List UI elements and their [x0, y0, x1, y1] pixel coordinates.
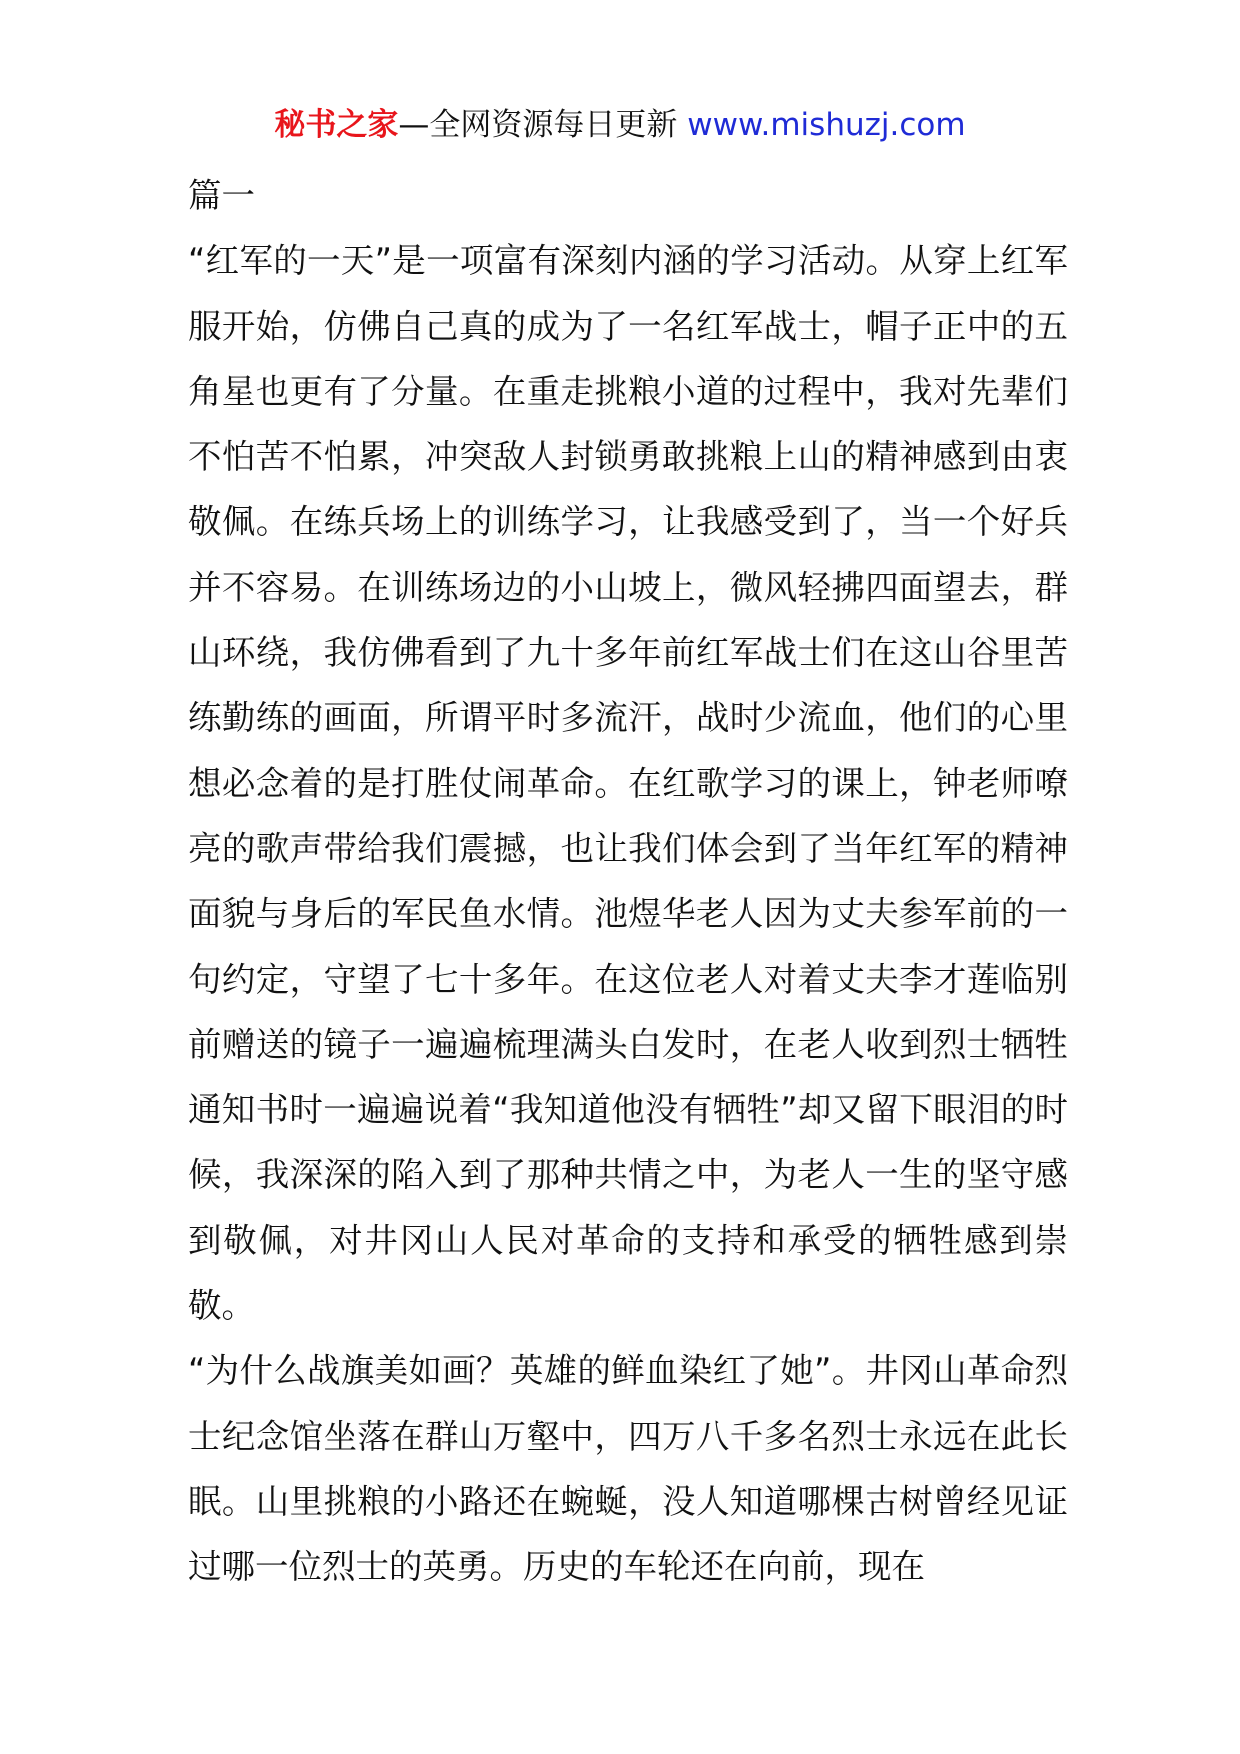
paragraph: “红军的一天”是一项富有深刻内涵的学习活动。从穿上红军服开始，仿佛自己真的成为了一名红军战士，帽子正中的五角星也更有了分量。在重走挑粮小道的过程中，我对先辈们不怕苦不怕累，冲突敌人封锁勇敢挑粮上山的精神感到由衷敬佩。在练兵场上的训练学习，让我感受到了，当一个好兵并不容易。在训练场边的小山坡上，微风轻拂四面望去，群山环绕，我仿佛看到了九十多年前红军战士们在这山谷里苦练勤练的画面，所谓平时多流汗，战时少流血，他们的心里想必念着的是打胜仗闹革命。在红歌学习的课上，钟老师嘹亮的歌声带给我们震撼，也让我们体会到了当年红军的精神面貌与身后的军民鱼水情。池煜华老人因为丈夫参军前的一句约定，守望了七十多年。在这位老人对着丈夫李才莲临别前赠送的镜子一遍遍梳理满头白发时，在老人收到烈士牺牲通知书时一遍遍说着“我知道他没有牺牲”却又留下眼泪的时候，我深深的陷入到了那种共情之中，为老人一生的坚守感到敬佩，对井冈山人民对革命的支持和承受的牺牲感到崇敬。: [188, 241, 1068, 1326]
paragraph: “为什么战旗美如画？英雄的鲜血染红了她”。井冈山革命烈士纪念馆坐落在群山万壑中，四万八千多名烈士永远在此长眠。山里挑粮的小路还在蜿蜒，没人知道哪棵古树曾经见证过哪一位烈士的英勇。历史的车轮还在向前，现在: [188, 1351, 1068, 1587]
document-body: [188, 163, 1068, 1600]
site-url-link[interactable]: www.mishuzj.com: [687, 107, 966, 143]
site-slogan: —全网资源每日更新: [398, 107, 688, 143]
site-header: [0, 98, 1240, 152]
section-title: 篇一: [188, 176, 255, 215]
site-brand: 秘书之家: [274, 107, 399, 143]
